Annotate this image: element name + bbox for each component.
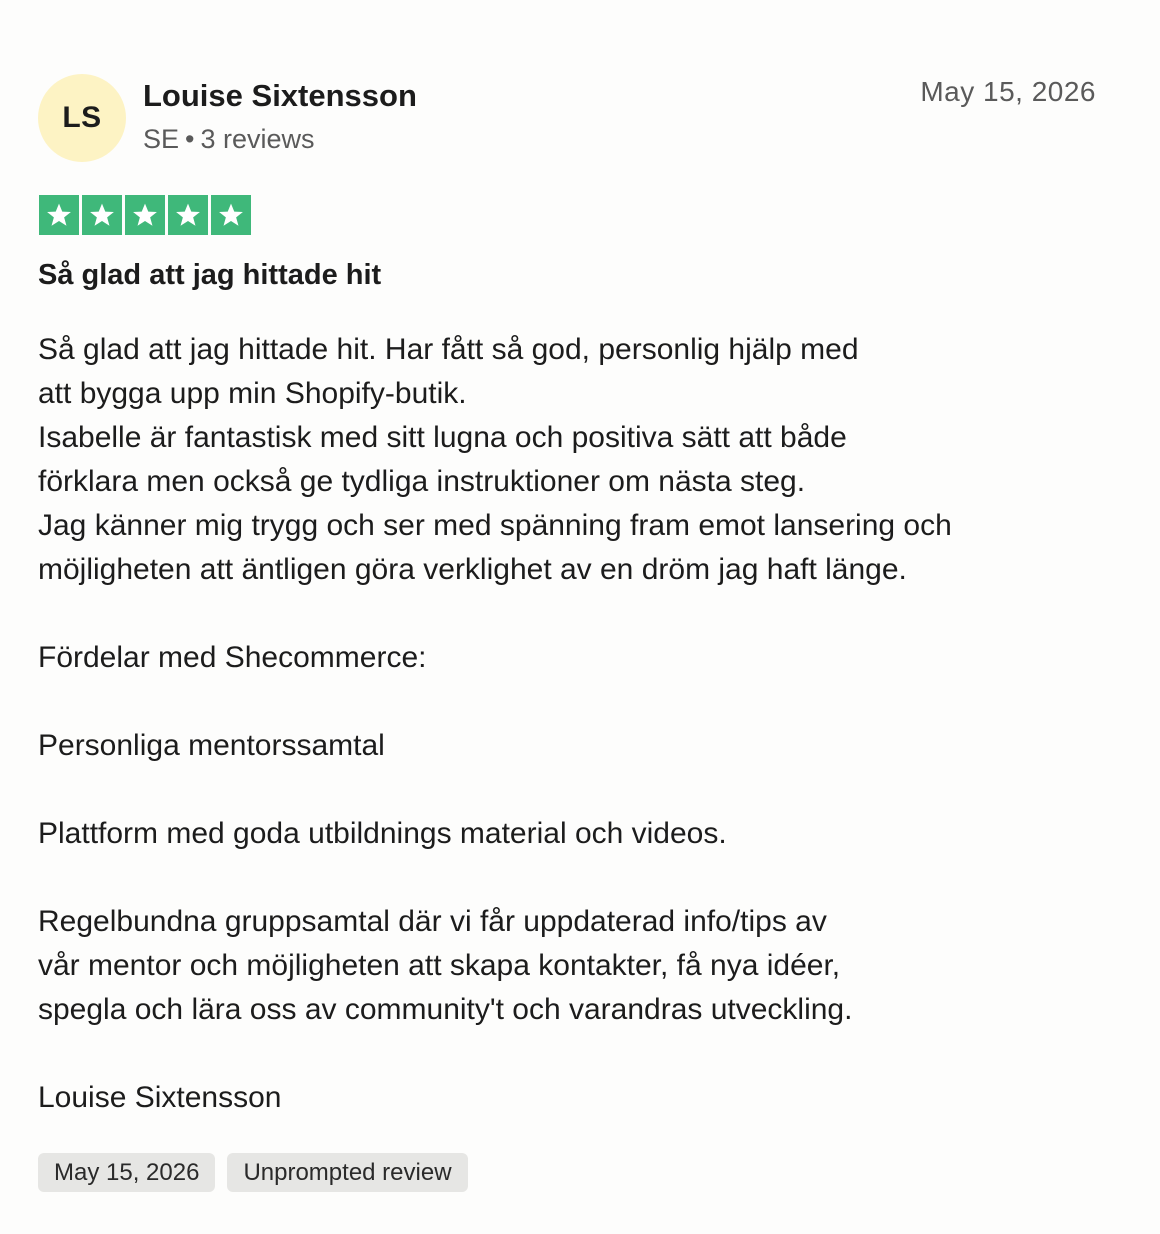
star-icon: [211, 195, 251, 235]
review-text-line: att bygga upp min Shopify-butik.: [38, 377, 467, 410]
review-text-line: vår mentor och möjligheten att skapa kontakter, få nya idéer,: [38, 949, 841, 982]
reviewer-country: SE: [143, 124, 180, 154]
reviewer-review-count: 3 reviews: [200, 124, 315, 154]
review-text-line: Fördelar med Shecommerce:: [38, 641, 427, 674]
paragraph-break: [38, 592, 1098, 636]
reviewer-meta: [143, 124, 315, 155]
review-text-line: förklara men också ge tydliga instruktioner om nästa steg.: [38, 465, 806, 498]
date-of-experience-tag: May 15, 2026: [38, 1153, 215, 1192]
review-tags: [38, 1153, 468, 1192]
paragraph-break: [38, 768, 1098, 812]
review-text-line: spegla och lära oss av community't och varandras utveckling.: [38, 993, 853, 1026]
review-date: May 15, 2026: [920, 76, 1096, 107]
paragraph-break: [38, 856, 1098, 900]
review-text-line: Personliga mentorssamtal: [38, 729, 385, 762]
unprompted-review-tag[interactable]: Unprompted review: [227, 1153, 467, 1192]
review-body: [38, 328, 1098, 1120]
paragraph-break: [38, 680, 1098, 724]
star-icon: [82, 195, 122, 235]
review-text-line: Så glad att jag hittade hit. Har fått så god, personlig hjälp med: [38, 333, 859, 366]
review-text-line: Regelbundna gruppsamtal där vi får uppdaterad info/tips av: [38, 905, 827, 938]
review-text-line: möjligheten att äntligen göra verklighet av en dröm jag haft länge.: [38, 553, 907, 586]
star-icon: [168, 195, 208, 235]
star-rating: [39, 195, 251, 235]
review-text-line: Isabelle är fantastisk med sitt lugna och positiva sätt att både: [38, 421, 847, 454]
review-text-line: Jag känner mig trygg och ser med spänning fram emot lansering och: [38, 509, 952, 542]
avatar[interactable]: LS: [38, 74, 126, 162]
review-text-line: Louise Sixtensson: [38, 1081, 282, 1114]
star-icon: [125, 195, 165, 235]
review-text-line: Plattform med goda utbildnings material och videos.: [38, 817, 727, 850]
star-icon: [39, 195, 79, 235]
reviewer-name[interactable]: Louise Sixtensson: [143, 78, 417, 113]
review-header: [38, 74, 1096, 164]
meta-separator: •: [185, 124, 195, 154]
review-title[interactable]: Så glad att jag hittade hit: [38, 259, 382, 291]
paragraph-break: [38, 1032, 1098, 1076]
